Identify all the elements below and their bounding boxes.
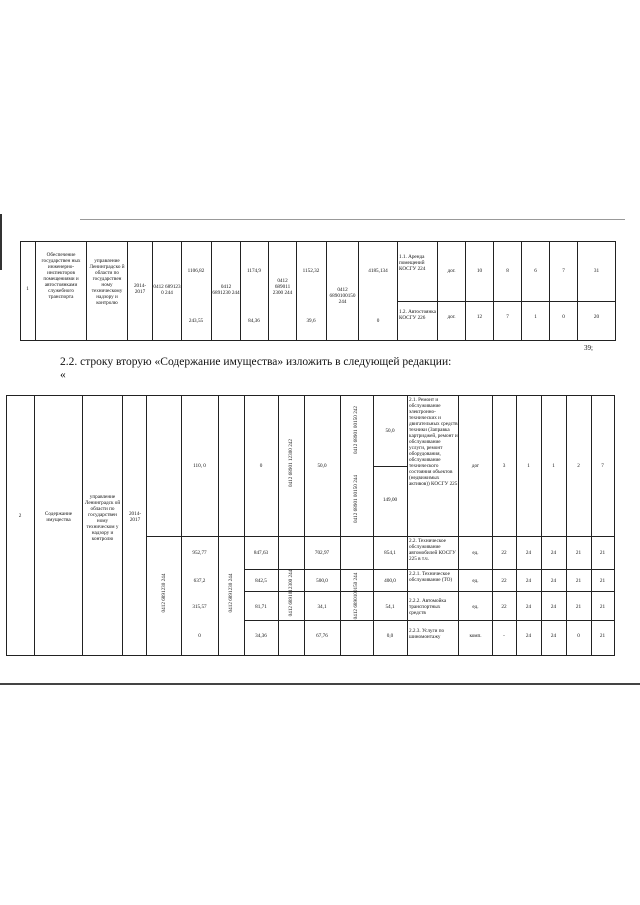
top-v1-bot: 243,55 <box>188 318 204 324</box>
r2-n1: 22 <box>501 578 507 584</box>
r1-n1: 22 <box>501 550 507 556</box>
r3-item: 2.2.2. Автомойка транспортных средств <box>409 598 447 616</box>
r2-d: 400,0 <box>384 578 396 584</box>
top-v2-bot: 84,36 <box>248 318 260 324</box>
r4-n3: 24 <box>550 633 557 639</box>
top-v3-bot: 39,6 <box>306 318 316 324</box>
top-r1-c2: 8 <box>506 268 509 274</box>
r3-unit: ед. <box>472 604 479 610</box>
bottom-kbk-d: 0412 6890100150 244 <box>353 572 359 620</box>
r4-n4: 0 <box>577 633 580 639</box>
bottom-item-top: 2.1. Ремонт и обслуживание электронно-технических и двигательных средств техники (Заправка картриджей, ремонт и обслуживание услуги, ремонт оборудования, обслуживание технического состояния объектов (недвижимых активов)) КОСГУ 225 <box>409 397 458 487</box>
top-v1-top: 1106,82 <box>187 268 205 274</box>
bottom-kbk-b: 0412 68901 00150 242 <box>353 406 359 454</box>
r4-c: 67,76 <box>316 633 328 639</box>
r3-d: 54,1 <box>385 604 395 610</box>
top-r1-c5: 31 <box>593 268 600 274</box>
top-r2-c4: 0 <box>562 314 565 320</box>
top-r1-c3: 6 <box>534 268 537 274</box>
open-quote: « <box>60 369 66 381</box>
r3-n5: 21 <box>599 604 606 610</box>
bottom-top-v2: 0 <box>259 463 263 469</box>
r1-n4: 21 <box>575 550 582 556</box>
bottom-top-n5: 7 <box>601 463 604 469</box>
page-mark: 39; <box>584 344 593 352</box>
scan-bottom-rule <box>0 683 640 685</box>
bottom-top-v1: 110, 0 <box>193 463 206 469</box>
top-unit-2: дог. <box>447 314 456 320</box>
r1-n2: 24 <box>525 550 532 556</box>
r4-item: 2.2.3. Услуги по шиномонтажу <box>409 628 445 640</box>
r1-c: 702,97 <box>314 550 330 556</box>
bottom-purpose: Содержание имущества <box>44 511 73 523</box>
bottom-top-n4: 2 <box>577 463 580 469</box>
r1-item: 2.2. Техническое обслуживание автомобилей КОСГУ 225 в т.ч. <box>409 538 456 562</box>
r2-unit: ед. <box>472 578 479 584</box>
top-row-number: 1 <box>26 286 29 292</box>
r1-b: 847,63 <box>253 550 269 556</box>
bottom-top-v3: 50,0 <box>317 463 327 469</box>
r3-a: 315,57 <box>192 604 207 610</box>
r1-d: 854,1 <box>384 550 396 556</box>
bottom-kbk-a: 0412 68901 12300 242 <box>288 439 294 487</box>
r4-unit: комп. <box>469 633 482 639</box>
r2-n4: 21 <box>575 578 582 584</box>
r3-n2: 24 <box>525 604 532 610</box>
r2-item: 2.2.1. Техническое обслуживание (ТО) <box>409 571 453 583</box>
r2-c: 500,0 <box>316 578 328 584</box>
bottom-unit-top: дог <box>471 463 480 469</box>
r4-n5: 21 <box>599 633 606 639</box>
r3-n3: 24 <box>550 604 557 610</box>
bottom-top-n3: 1 <box>552 463 555 469</box>
bottom-kbk-c: 0412 68901 00150 244 <box>353 475 359 523</box>
r4-a: 0 <box>198 633 201 639</box>
top-r1-c4: 7 <box>562 268 565 274</box>
bottom-kbk-long: 0412 6891012300 244 <box>288 569 294 617</box>
bottom-top-n1: 3 <box>502 463 506 469</box>
r4-n1: - <box>503 633 505 639</box>
top-kbk1: 0412 689123 0 244 <box>153 284 181 296</box>
r1-n5: 21 <box>599 550 606 556</box>
bottom-period: 2014-2017 <box>128 511 142 523</box>
top-v3-top: 1152,32 <box>302 268 320 274</box>
top-kbk2: 0412 6891230 244 <box>212 284 240 296</box>
r2-n3: 24 <box>550 578 557 584</box>
top-r2-c1: 12 <box>476 314 483 320</box>
top-v4-bot: 0 <box>376 318 380 324</box>
r1-a: 952,77 <box>192 550 207 556</box>
top-period: 2014-2017 <box>133 283 147 295</box>
r3-n4: 21 <box>575 604 582 610</box>
amendment-heading: 2.2. строку вторую «Содержание имущества» изложить в следующей редакции: <box>60 356 452 368</box>
top-purpose: Обеспечение государствен ных инженерно-инспекторов помещениями и автостоянками служебного транспорта <box>41 252 81 300</box>
top-kbk4: 0412 6890100150 244 <box>329 287 356 305</box>
bottom-top-n2: 1 <box>527 463 530 469</box>
r1-n3: 24 <box>550 550 557 556</box>
top-r2-c3: 1 <box>534 314 537 320</box>
top-v2-top: 1174,9 <box>246 268 262 274</box>
r2-a: 637,2 <box>193 578 206 584</box>
top-r1-c1: 10 <box>476 268 483 274</box>
r3-c: 34,1 <box>317 604 327 610</box>
bottom-top-v4: 50,0 <box>385 428 395 434</box>
bottom-kbk-mid: 0412 6891230 244 <box>228 573 234 613</box>
top-v4-top: 4185,134 <box>368 268 388 274</box>
top-executor: управление Ленинградско й области по государствен ному техническому надзору и контролю <box>89 258 125 306</box>
scan-left-mark <box>0 214 2 270</box>
scan-top-rule <box>80 219 625 220</box>
bottom-executor: управление Ленинградск ой области по государствен ному техническом у надзору и контролю <box>84 494 121 542</box>
r3-b: 81,71 <box>255 604 267 610</box>
top-r2-c2: 7 <box>506 314 509 320</box>
r2-n5: 21 <box>599 578 606 584</box>
top-r2-c5: 20 <box>593 314 600 320</box>
r3-n1: 22 <box>501 604 507 610</box>
top-item-1: 1.1. Аренда помещений КОСГУ 224 <box>399 254 426 272</box>
top-kbk3: 0412 689011 2300 244 <box>272 278 293 296</box>
r4-b: 34,36 <box>255 633 267 639</box>
top-item-2: 1.2. Автостоянка КОСГУ 226 <box>399 309 436 321</box>
r4-n2: 24 <box>525 633 532 639</box>
bottom-kbk-left: 0412 6891230 244 <box>161 573 167 613</box>
r1-unit: ед. <box>472 550 479 556</box>
r2-b: 842,5 <box>255 578 267 584</box>
bottom-row-number: 2 <box>18 513 22 519</box>
top-unit-1: дог. <box>447 268 456 274</box>
r4-d: 0,0 <box>386 633 394 639</box>
bottom-top-v5: 149,00 <box>382 497 398 503</box>
r2-n2: 24 <box>525 578 532 584</box>
